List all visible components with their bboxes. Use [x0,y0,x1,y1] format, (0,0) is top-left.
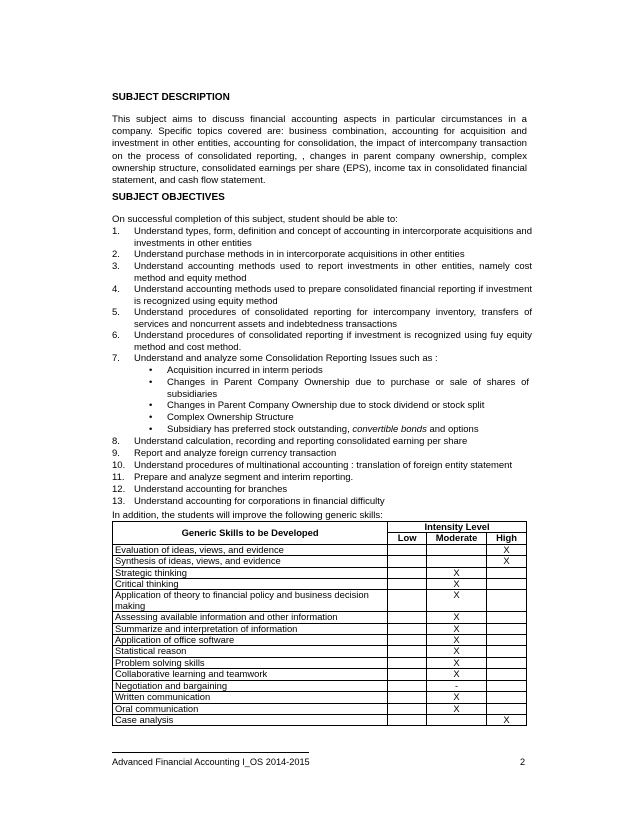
table-row [113,692,527,703]
intensity-column-header: Intensity Level [388,522,527,533]
moderate-cell: X [427,590,487,612]
bullet-icon: • [149,365,153,376]
table-row [113,714,527,725]
bullet-icon: • [149,412,153,423]
skill-cell: Application of office software [113,635,388,646]
moderate-cell [427,544,487,555]
objective-text: Understand procedures of consolidated reporting if investment is recognized using fuy equity method and cost method. [134,330,532,353]
bullet-item [149,400,529,412]
skill-cell: Statistical reason [113,646,388,657]
objective-text: Understand types, form, definition and concept of accounting in intercorporate acquisitions and investments in other entities [134,226,532,249]
objective-number: 5. [112,307,120,318]
moderate-cell: X [427,612,487,623]
objective-text: Understand accounting methods used to prepare consolidated financial reporting if investment is recognized using equity method [134,284,532,307]
moderate-cell: X [427,657,487,668]
low-cell [388,669,427,680]
skill-cell: Evaluation of ideas, views, and evidence [113,544,388,555]
table-row [113,657,527,668]
objective-item [112,436,532,448]
objective-item [112,249,532,261]
moderate-column-header: Moderate [427,533,487,544]
moderate-cell: X [427,692,487,703]
objective-text: Report and analyze foreign currency transaction [134,448,337,459]
footer-divider [112,752,309,753]
moderate-cell: - [427,680,487,691]
moderate-cell: X [427,567,487,578]
high-cell [487,567,527,578]
skill-cell: Assessing available information and other information [113,612,388,623]
low-cell [388,544,427,555]
bullet-text: Acquisition incurred in interm periods [167,365,323,376]
low-cell [388,657,427,668]
objective-text: Understand accounting methods used to report investments in other entities, namely cost method and equity method [134,261,532,284]
objective-text: Understand accounting for branches [134,484,288,495]
objective-item [112,307,532,331]
low-cell [388,623,427,634]
objective-number: 12. [112,484,126,495]
high-cell [487,646,527,657]
table-row [113,623,527,634]
page-number: 2 [520,757,526,767]
bullet-item [149,377,529,401]
objective-text: Understand procedures of multinational accounting : translation of foreign entity statement [134,460,513,471]
moderate-cell [427,714,487,725]
low-cell [388,646,427,657]
skill-cell: Application of theory to financial policy and business decision making [113,590,388,612]
high-cell: X [487,556,527,567]
footer-title: Advanced Financial Accounting I_OS 2014-2015 [112,757,310,767]
moderate-cell: X [427,669,487,680]
objective-number: 4. [112,284,120,295]
skill-cell: Oral communication [113,703,388,714]
objective-number: 2. [112,249,120,260]
table-row [113,612,527,623]
objective-number: 6. [112,330,120,341]
low-cell [388,567,427,578]
objective-number: 8. [112,436,120,447]
high-cell [487,635,527,646]
moderate-cell: X [427,579,487,590]
skill-column-header: Generic Skills to be Developed [113,522,388,545]
low-cell [388,612,427,623]
high-cell [487,590,527,612]
moderate-cell: X [427,623,487,634]
low-cell [388,692,427,703]
table-row [113,669,527,680]
skill-cell: Strategic thinking [113,567,388,578]
objectives-intro: On successful completion of this subject, student should be able to: [112,214,398,225]
high-cell [487,579,527,590]
objective-item [112,353,532,365]
skill-cell: Summarize and interpretation of information [113,623,388,634]
bullet-text: Changes in Parent Company Ownership due to purchase or sale of shares of subsidiaries [167,377,529,400]
bullet-text-part: Subsidiary has preferred stock outstanding, [167,424,353,435]
objective-item [112,226,532,250]
objective-text: Understand and analyze some Consolidation Reporting Issues such as : [134,353,438,364]
table-row [113,544,527,555]
bullet-text: Changes in Parent Company Ownership due to stock dividend or stock split [167,400,485,411]
description-heading: SUBJECT DESCRIPTION [112,92,230,103]
skill-cell: Case analysis [113,714,388,725]
low-cell [388,714,427,725]
objective-text: Prepare and analyze segment and interim reporting. [134,472,354,483]
bullet-text-part: and options [426,424,479,435]
bullet-icon: • [149,377,153,388]
low-cell [388,556,427,567]
table-row [113,646,527,657]
objective-number: 10. [112,460,126,471]
table-row [113,567,527,578]
high-cell [487,692,527,703]
low-column-header: Low [388,533,427,544]
table-row [113,579,527,590]
bullet-icon: • [149,424,153,435]
objective-item [112,472,532,484]
low-cell [388,635,427,646]
moderate-cell: X [427,635,487,646]
table-header-row [113,522,527,533]
high-cell [487,669,527,680]
objective-text: Understand purchase methods in in intercorporate acquisitions in other entities [134,249,465,260]
moderate-cell [427,556,487,567]
bullet-icon: • [149,400,153,411]
low-cell [388,579,427,590]
high-cell: X [487,714,527,725]
low-cell [388,703,427,714]
objective-number: 11. [112,472,125,483]
objectives-heading: SUBJECT OBJECTIVES [112,192,225,203]
table-row [113,703,527,714]
moderate-cell: X [427,703,487,714]
objective-item [112,448,532,460]
skill-cell: Problem solving skills [113,657,388,668]
skills-intro: In addition, the students will improve the following generic skills: [112,510,383,521]
high-column-header: High [487,533,527,544]
skills-table [112,521,527,726]
skills-table-body [113,544,527,726]
objective-number: 1. [112,226,120,237]
high-cell [487,657,527,668]
objective-text: Understand calculation, recording and reporting consolidated earning per share [134,436,468,447]
high-cell: X [487,544,527,555]
high-cell [487,623,527,634]
objective-item [112,496,532,508]
objective-item [112,330,532,354]
skill-cell: Negotiation and bargaining [113,680,388,691]
table-row [113,680,527,691]
objective-number: 9. [112,448,120,459]
bullet-item [149,365,529,377]
objective-number: 7. [112,353,120,364]
objective-number: 13. [112,496,126,507]
objective-item [112,261,532,285]
description-text: This subject aims to discuss financial accounting aspects in particular circumstances in a company. Specific topics covered are: business combination, accounting for acquisition and investment in other entities, accounting for consolidation, the impact of intercompany transaction on the process of consolidated reporting, , changes in parent company ownership, complex ownership structure, consolidated earnings per share (EPS), income tax in consolidated financial statement, and cash flow statement. [112,114,527,187]
skill-cell: Synthesis of ideas, views, and evidence [113,556,388,567]
low-cell [388,590,427,612]
high-cell [487,703,527,714]
high-cell [487,680,527,691]
low-cell [388,680,427,691]
objective-item [112,284,532,308]
table-row [113,556,527,567]
skill-cell: Written communication [113,692,388,703]
objective-number: 3. [112,261,120,272]
skill-cell: Collaborative learning and teamwork [113,669,388,680]
table-row [113,590,527,612]
bullet-item [149,424,529,436]
objective-text: Understand procedures of consolidated reporting for intercompany inventory, transfers of services and noncurrent assets and indebtedness transactions [134,307,532,330]
objective-item [112,460,532,472]
bullet-text [167,424,529,436]
bullet-text-emphasis: convertible bonds [352,424,427,435]
table-row [113,635,527,646]
moderate-cell: X [427,646,487,657]
objective-item [112,484,532,496]
skill-cell: Critical thinking [113,579,388,590]
bullet-item [149,412,529,424]
objective-text: Understand accounting for corporations in financial difficulty [134,496,385,507]
bullet-text: Complex Ownership Structure [167,412,294,423]
high-cell [487,612,527,623]
